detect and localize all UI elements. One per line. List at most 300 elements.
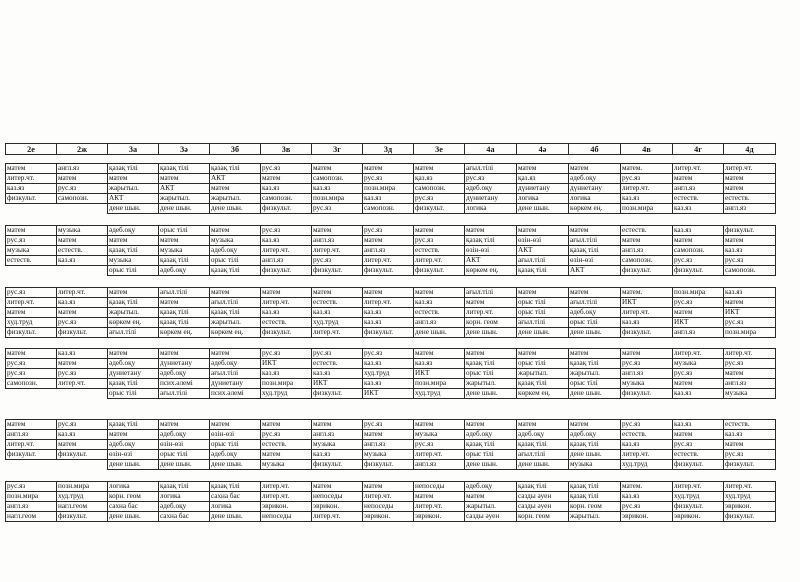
lesson-cell: физкульт. <box>363 266 414 276</box>
lesson-cell: литер.чт. <box>724 349 776 359</box>
lesson-cell: литер.чт. <box>312 246 363 256</box>
lesson-cell: ағыл.тілі <box>517 318 569 328</box>
lesson-cell: позн.мира <box>621 204 673 214</box>
lesson-cell: логика <box>569 194 621 204</box>
lesson-cell: англ.яз <box>312 430 363 440</box>
lesson-cell: литер.чт. <box>414 256 465 266</box>
lesson-cell: қазақ тілі <box>159 308 210 318</box>
lesson-cell: естеств. <box>414 308 465 318</box>
lesson-cell: самопозн. <box>57 194 108 204</box>
lesson-cell: позн.мира <box>6 492 57 502</box>
lesson-cell: матем <box>210 288 261 298</box>
lesson-cell: матем <box>57 359 108 369</box>
lesson-cell <box>57 266 108 276</box>
lesson-cell: музыка <box>261 460 312 470</box>
lesson-cell: орыс тілі <box>108 266 159 276</box>
lesson-cell: қазақ тілі <box>465 440 517 450</box>
lesson-cell: дене шын. <box>517 460 569 470</box>
lesson-cell: қазақ тілі <box>108 420 159 430</box>
lesson-cell: музыка <box>6 246 57 256</box>
lesson-cell: естеств. <box>312 359 363 369</box>
lesson-cell: дене шын. <box>210 204 261 214</box>
lesson-cell: англ.яз <box>724 379 776 389</box>
lesson-cell: матем <box>108 236 159 246</box>
lesson-cell: литер.чт. <box>465 308 517 318</box>
lesson-cell: англ.яз <box>363 440 414 450</box>
lesson-cell: АКТ <box>465 256 517 266</box>
lesson-cell: каз.яз <box>57 349 108 359</box>
lesson-cell: эврикон. <box>724 502 776 512</box>
lesson-cell: литер.чт. <box>724 482 776 492</box>
lesson-cell: сахна бас <box>210 492 261 502</box>
lesson-cell: матем <box>414 420 465 430</box>
lesson-cell: каз.яз <box>673 389 724 399</box>
lesson-cell: матем <box>517 349 569 359</box>
lesson-cell: қазақ тілі <box>108 379 159 389</box>
lesson-cell: матем <box>210 349 261 359</box>
lesson-cell: матем <box>159 420 210 430</box>
lesson-row <box>6 359 776 369</box>
lesson-cell: матем <box>724 174 776 184</box>
lesson-cell: жарытыл. <box>210 194 261 204</box>
lesson-cell: матем <box>673 308 724 318</box>
lesson-cell: матем <box>363 236 414 246</box>
lesson-cell: псих.әлемі <box>210 389 261 399</box>
lesson-cell: қазақ тілі <box>517 379 569 389</box>
lesson-cell: қазақ тілі <box>108 298 159 308</box>
lesson-cell <box>6 266 57 276</box>
lesson-cell: қазақ тілі <box>517 482 569 492</box>
lesson-cell: жарытыл. <box>465 502 517 512</box>
class-header: 3б <box>210 144 261 155</box>
lesson-cell: корн. геом <box>108 492 159 502</box>
lesson-cell: қазақ тілі <box>569 492 621 502</box>
class-header: 3ә <box>159 144 210 155</box>
lesson-cell: ағыл.тілі <box>517 256 569 266</box>
lesson-cell: англ.яз <box>724 204 776 214</box>
lesson-cell: әдеб.оқу <box>465 430 517 440</box>
lesson-row <box>6 502 776 512</box>
lesson-cell: физкульт. <box>363 460 414 470</box>
lesson-cell: англ.яз <box>6 502 57 512</box>
lesson-cell: физкульт. <box>57 450 108 460</box>
lesson-cell: әдеб.оқу <box>465 184 517 194</box>
lesson-cell: матем <box>363 430 414 440</box>
lesson-cell: каз.яз <box>261 369 312 379</box>
lesson-cell: рус.яз <box>673 298 724 308</box>
lesson-cell: рус.яз <box>724 359 776 369</box>
lesson-cell: рус.яз <box>414 440 465 450</box>
lesson-cell: матем <box>57 308 108 318</box>
lesson-cell: физкульт. <box>312 266 363 276</box>
lesson-cell: каз.яз <box>673 226 724 236</box>
lesson-cell: худ.труд <box>724 492 776 502</box>
lesson-cell: матем <box>724 184 776 194</box>
lesson-cell: матем <box>673 174 724 184</box>
lesson-cell: матем <box>363 482 414 492</box>
day-block <box>5 481 776 522</box>
lesson-cell: орыс тілі <box>517 359 569 369</box>
lesson-cell: рус.яз <box>465 174 517 184</box>
lesson-cell: физкульт. <box>621 389 673 399</box>
lesson-cell: естеств. <box>261 318 312 328</box>
lesson-cell: дене шын. <box>517 328 569 338</box>
lesson-cell: литер.чт. <box>6 298 57 308</box>
lesson-row <box>6 460 776 470</box>
lesson-cell: ИКТ <box>621 298 673 308</box>
lesson-cell: орыс тілі <box>210 440 261 450</box>
lesson-cell: литер.чт. <box>621 450 673 460</box>
lesson-cell: литер.чт. <box>261 298 312 308</box>
lesson-cell: рус.яз <box>724 450 776 460</box>
lesson-cell: орыс тілі <box>569 379 621 389</box>
lesson-cell: ағыл.тілі <box>108 328 159 338</box>
lesson-cell: логика <box>159 492 210 502</box>
lesson-cell: рус.яз <box>363 226 414 236</box>
lesson-cell: англ.яз <box>261 256 312 266</box>
lesson-cell: литер.чт. <box>363 256 414 266</box>
lesson-cell: музыка <box>673 359 724 369</box>
lesson-cell: логика <box>108 482 159 492</box>
lesson-cell: қазақ тілі <box>569 246 621 256</box>
lesson-cell: орыс тілі <box>465 450 517 460</box>
lesson-cell: ИКТ <box>414 369 465 379</box>
lesson-cell: рус.яз <box>414 236 465 246</box>
lesson-cell: каз.яз <box>363 379 414 389</box>
lesson-cell: матем <box>6 164 57 174</box>
lesson-cell <box>57 389 108 399</box>
lesson-cell: әдеб.оқу <box>159 266 210 276</box>
lesson-cell: худ.труд <box>414 389 465 399</box>
lesson-cell: рус.яз <box>261 349 312 359</box>
lesson-cell: дене шын. <box>465 328 517 338</box>
lesson-cell: рус.яз <box>621 174 673 184</box>
lesson-cell: худ.труд <box>673 492 724 502</box>
lesson-cell: қазақ тілі <box>517 266 569 276</box>
lesson-cell: дене шын. <box>569 328 621 338</box>
lesson-cell: эврикон. <box>414 512 465 522</box>
lesson-cell: самопозн. <box>6 379 57 389</box>
lesson-cell: матем <box>621 236 673 246</box>
lesson-cell: каз.яз <box>363 194 414 204</box>
lesson-cell: дене шын. <box>108 204 159 214</box>
lesson-cell: матем <box>108 430 159 440</box>
lesson-cell: рус.яз <box>621 420 673 430</box>
lesson-cell: дене шын. <box>108 512 159 522</box>
lesson-cell: матем <box>312 482 363 492</box>
lesson-cell: каз.яз <box>312 308 363 318</box>
lesson-cell: каз.яз <box>673 204 724 214</box>
lesson-cell: каз.яз <box>363 318 414 328</box>
lesson-cell: музыка <box>57 226 108 236</box>
lesson-cell: рус.яз <box>261 430 312 440</box>
lesson-cell: көркем ең. <box>159 328 210 338</box>
lesson-cell: дене шын. <box>517 204 569 214</box>
lesson-cell: қазақ тілі <box>210 266 261 276</box>
class-header: 4в <box>621 144 673 155</box>
lesson-cell: жарытыл. <box>569 512 621 522</box>
lesson-cell: физкульт. <box>312 460 363 470</box>
lesson-cell: каз.яз <box>724 246 776 256</box>
lesson-cell: каз.яз <box>414 359 465 369</box>
lesson-cell: эврикон. <box>621 512 673 522</box>
lesson-row <box>6 318 776 328</box>
lesson-cell: матем <box>363 164 414 174</box>
lesson-row <box>6 164 776 174</box>
lesson-cell: самопозн. <box>363 204 414 214</box>
lesson-cell: позн.мира <box>414 379 465 389</box>
lesson-cell: корн. геом <box>569 502 621 512</box>
lesson-cell: көркем ең. <box>517 389 569 399</box>
lesson-cell: самопозн. <box>724 266 776 276</box>
lesson-cell: матем <box>210 420 261 430</box>
lesson-cell: матем <box>108 288 159 298</box>
lesson-cell: позн.мира <box>57 482 108 492</box>
lesson-cell: матем <box>465 298 517 308</box>
lesson-cell: матем <box>363 288 414 298</box>
lesson-cell: матем <box>6 308 57 318</box>
lesson-cell: литер.чт. <box>414 450 465 460</box>
lesson-row <box>6 512 776 522</box>
lesson-cell: жарытыл. <box>108 184 159 194</box>
lesson-cell: дүниетану <box>569 184 621 194</box>
lesson-cell: каз.яз <box>621 194 673 204</box>
lesson-cell: литер.чт. <box>724 164 776 174</box>
lesson-cell: худ.труд <box>261 389 312 399</box>
lesson-cell: қазақ тілі <box>465 359 517 369</box>
lesson-cell: АКТ <box>108 194 159 204</box>
lesson-cell <box>6 460 57 470</box>
lesson-cell: қазақ тілі <box>569 482 621 492</box>
lesson-cell: ағыл.тілі <box>569 298 621 308</box>
lesson-cell: каз.яз <box>673 420 724 430</box>
lesson-cell <box>6 389 57 399</box>
lesson-cell: рус.яз <box>57 184 108 194</box>
lesson-cell: рус.яз <box>6 359 57 369</box>
lesson-row <box>6 492 776 502</box>
lesson-cell: каз.яз <box>724 430 776 440</box>
lesson-cell: каз.яз <box>57 430 108 440</box>
lesson-cell: ағыл.тілі <box>517 450 569 460</box>
lesson-cell: ағыл.тілі <box>210 298 261 308</box>
lesson-cell: логика <box>465 204 517 214</box>
lesson-cell: қазақ тілі <box>159 164 210 174</box>
lesson-cell: естеств. <box>724 194 776 204</box>
class-header: 3г <box>312 144 363 155</box>
lesson-cell: самопозн. <box>621 256 673 266</box>
lesson-cell: каз.яз <box>312 450 363 460</box>
lesson-cell: каз.яз <box>57 256 108 266</box>
lesson-cell: әдеб.оқу <box>159 502 210 512</box>
lesson-cell: англ.яз <box>621 369 673 379</box>
lesson-cell: рус.яз <box>312 349 363 359</box>
class-header: 3в <box>261 144 312 155</box>
lesson-cell: қазақ тілі <box>210 308 261 318</box>
lesson-cell: матем <box>465 492 517 502</box>
lesson-cell: рус.яз <box>57 369 108 379</box>
lesson-cell: естеств. <box>621 430 673 440</box>
lesson-cell: матем <box>312 288 363 298</box>
lesson-cell: сахна бас <box>159 512 210 522</box>
lesson-cell: ағыл.тілі <box>159 389 210 399</box>
lesson-cell: логика <box>517 194 569 204</box>
lesson-cell: литер.чт. <box>414 502 465 512</box>
lesson-cell: рус.яз <box>6 288 57 298</box>
day-block <box>5 419 776 470</box>
lesson-cell: қазақ тілі <box>569 359 621 369</box>
class-header: 4г <box>673 144 724 155</box>
lesson-cell: қазақ тілі <box>159 318 210 328</box>
lesson-cell: матем <box>569 226 621 236</box>
lesson-cell <box>57 204 108 214</box>
lesson-cell: литер.чт. <box>363 492 414 502</box>
lesson-cell: дене шын. <box>465 389 517 399</box>
lesson-cell: эврикон. <box>312 502 363 512</box>
lesson-cell: қазақ тілі <box>108 246 159 256</box>
lesson-cell: музыка <box>159 246 210 256</box>
lesson-cell: корн. геом <box>517 512 569 522</box>
lesson-cell: АКТ <box>159 184 210 194</box>
lesson-cell: литер.чт. <box>57 288 108 298</box>
lesson-cell: қазақ тілі <box>159 256 210 266</box>
lesson-row <box>6 236 776 246</box>
lesson-cell: самопозн. <box>414 184 465 194</box>
lesson-cell: физкульт. <box>57 512 108 522</box>
lesson-cell: қазақ тілі <box>210 164 261 174</box>
lesson-cell: непоседы <box>261 512 312 522</box>
lesson-cell: англ.яз <box>414 318 465 328</box>
lesson-cell: эврикон. <box>261 502 312 512</box>
lesson-row <box>6 482 776 492</box>
lesson-cell: рус.яз <box>312 204 363 214</box>
lesson-cell: дене шын. <box>569 389 621 399</box>
lesson-cell: естеств. <box>724 420 776 430</box>
lesson-cell: ағыл.тілі <box>569 236 621 246</box>
lesson-cell: дене шын. <box>414 328 465 338</box>
lesson-cell: физкульт. <box>673 460 724 470</box>
lesson-cell: англ.яз <box>363 246 414 256</box>
lesson-cell: матем. <box>621 288 673 298</box>
lesson-cell: литер.чт. <box>57 379 108 389</box>
lesson-cell: англ.яз <box>312 236 363 246</box>
lesson-cell: орыс тілі <box>517 298 569 308</box>
lesson-cell: каз.яз <box>261 184 312 194</box>
lesson-cell: музыка <box>363 450 414 460</box>
lesson-cell: непоседы <box>363 502 414 512</box>
lesson-cell: матем <box>569 349 621 359</box>
lesson-cell: физкульт. <box>6 194 57 204</box>
lesson-cell: жарытыл. <box>108 308 159 318</box>
lesson-cell: матем <box>673 430 724 440</box>
class-header: 3д <box>363 144 414 155</box>
lesson-cell: матем <box>261 420 312 430</box>
lesson-cell: әдеб.оқу <box>108 359 159 369</box>
lesson-row <box>6 440 776 450</box>
lesson-cell: рус.яз <box>261 226 312 236</box>
class-header: 3а <box>108 144 159 155</box>
lesson-cell: позн.мира <box>261 379 312 389</box>
lesson-cell: литер.чт. <box>363 298 414 308</box>
lesson-cell: каз.яз <box>363 359 414 369</box>
lesson-cell: нагл.геом <box>57 502 108 512</box>
day-block <box>5 225 776 276</box>
lesson-cell: матем <box>569 288 621 298</box>
lesson-cell: каз.яз <box>621 318 673 328</box>
lesson-cell: каз.яз <box>261 236 312 246</box>
lesson-cell: матем <box>724 440 776 450</box>
lesson-cell: рус.яз <box>6 369 57 379</box>
lesson-cell: матем <box>57 236 108 246</box>
lesson-cell: АКТ <box>210 174 261 184</box>
lesson-cell: ағыл.тілі <box>210 369 261 379</box>
lesson-cell: дүниетану <box>465 194 517 204</box>
lesson-cell: матем <box>6 226 57 236</box>
lesson-cell: дене шын. <box>210 512 261 522</box>
lesson-cell: матем <box>673 236 724 246</box>
lesson-cell: каз.яз <box>621 492 673 502</box>
lesson-cell: рус.яз <box>363 349 414 359</box>
lesson-row <box>6 369 776 379</box>
lesson-cell: көркем ең. <box>108 318 159 328</box>
lesson-cell: физкульт. <box>724 512 776 522</box>
lesson-cell: көркем ең. <box>210 328 261 338</box>
lesson-cell: физкульт. <box>673 502 724 512</box>
lesson-cell: матем <box>261 174 312 184</box>
lesson-cell: ағыл.тілі <box>465 288 517 298</box>
lesson-cell: самопозн. <box>312 174 363 184</box>
class-header: 4а <box>465 144 517 155</box>
lesson-row <box>6 308 776 318</box>
timetable-header-row <box>5 143 776 155</box>
lesson-cell: қазақ тілі <box>569 440 621 450</box>
lesson-row <box>6 349 776 359</box>
lesson-cell: өзін-өзі <box>465 246 517 256</box>
lesson-cell: физкульт. <box>57 328 108 338</box>
lesson-cell: физкульт. <box>414 204 465 214</box>
lesson-cell: рус.яз <box>673 256 724 266</box>
lesson-cell: физкульт. <box>261 266 312 276</box>
lesson-cell: литер.чт. <box>673 482 724 492</box>
lesson-cell: матем <box>465 226 517 236</box>
lesson-row <box>6 256 776 266</box>
lesson-cell: АКТ <box>569 266 621 276</box>
lesson-cell: орыс тілі <box>465 369 517 379</box>
lesson-cell: физкульт. <box>414 266 465 276</box>
lesson-cell: матем <box>465 420 517 430</box>
lesson-row <box>6 288 776 298</box>
lesson-cell: музыка <box>621 379 673 389</box>
lesson-cell: әдеб.оқу <box>569 174 621 184</box>
lesson-row <box>6 389 776 399</box>
lesson-cell: дүниетану <box>108 369 159 379</box>
lesson-cell: литер.чт. <box>312 512 363 522</box>
lesson-cell: англ.яз <box>673 328 724 338</box>
lesson-row <box>6 420 776 430</box>
lesson-cell: физкульт. <box>621 266 673 276</box>
lesson-cell: әдеб.оқу <box>465 482 517 492</box>
lesson-cell: естеств. <box>6 256 57 266</box>
lesson-cell: әдеб.оқу <box>569 430 621 440</box>
lesson-cell: матем <box>57 440 108 450</box>
lesson-cell: естеств. <box>621 226 673 236</box>
lesson-cell: непоседы <box>312 492 363 502</box>
lesson-cell: матем <box>724 298 776 308</box>
lesson-cell: псих.әлемі <box>159 379 210 389</box>
lesson-row <box>6 450 776 460</box>
lesson-row <box>6 184 776 194</box>
lesson-cell: худ.труд <box>6 318 57 328</box>
lesson-cell: ИКТ <box>363 389 414 399</box>
